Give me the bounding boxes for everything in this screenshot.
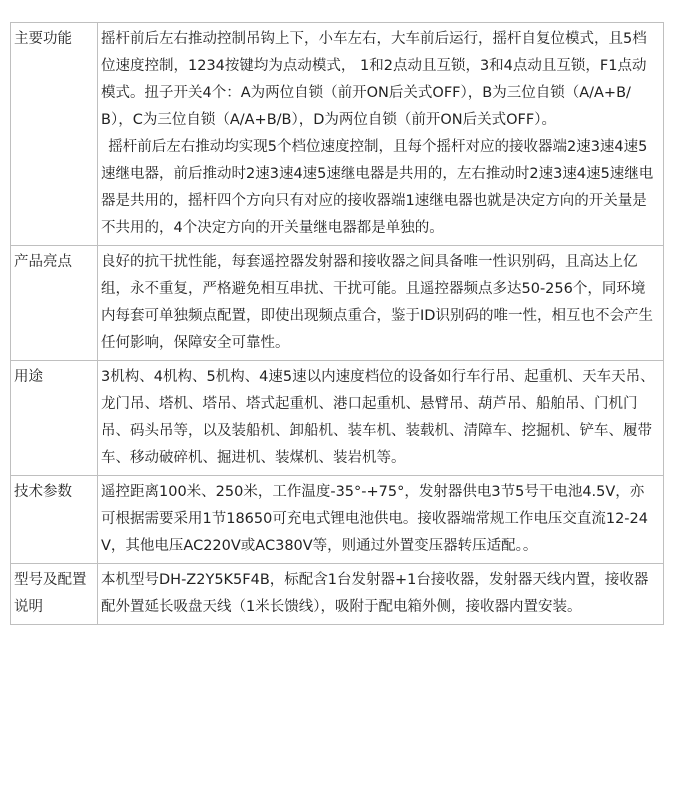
table-row-usage bbox=[11, 361, 664, 476]
row-content bbox=[98, 246, 664, 361]
row-label: 型号及配置说明 bbox=[11, 564, 98, 625]
row-label: 技术参数 bbox=[11, 476, 98, 564]
row-content bbox=[98, 476, 664, 564]
paragraph: 摇杆前后左右推动控制吊钩上下，小车左右，大车前后运行，摇杆自复位模式，且5档位速度控制，1234按键均为点动模式， 1和2点动且互锁，3和4点动且互锁，F1点动模式。扭子开关4个：A为两位自锁（前开ON后关式OFF），B为三位自锁（A/A+B/B），C为三位自锁（A/A+B/B），D为两位自锁（前开ON后关式OFF）。 bbox=[101, 31, 647, 128]
row-label: 主要功能 bbox=[11, 23, 98, 246]
row-label: 用途 bbox=[11, 361, 98, 476]
table-row-tech-params bbox=[11, 476, 664, 564]
table-row-model-config bbox=[11, 564, 664, 625]
table-row-main-functions bbox=[11, 23, 664, 246]
paragraph: 良好的抗干扰性能，每套遥控器发射器和接收器之间具备唯一性识别码，且高达上亿组，永不重复，严格避免相互串扰、干扰可能。且遥控器频点多达50-256个，同环境内每套可单独频点配置，即使出现频点重合，鉴于ID识别码的唯一性，相互也不会产生任何影响，保障安全可靠性。 bbox=[101, 254, 653, 351]
spec-table bbox=[10, 22, 664, 625]
paragraph: 3机构、4机构、5机构、4速5速以内速度档位的设备如行车行吊、起重机、天车天吊、龙门吊、塔机、塔吊、塔式起重机、港口起重机、悬臂吊、葫芦吊、船舶吊、门机门吊、码头吊等，以及装船机、卸船机、装车机、装载机、清障车、挖掘机、铲车、履带车、移动破碎机、掘进机、装煤机、装岩机等。 bbox=[101, 369, 655, 466]
table-row-highlights bbox=[11, 246, 664, 361]
paragraph: 遥控距离100米、250米，工作温度-35°-+75°，发射器供电3节5号干电池4.5V，亦可根据需要采用1节18650可充电式锂电池供电。接收器端常规工作电压交直流12-24V，其他电压AC220V或AC380V等，则通过外置变压器转压适配。。 bbox=[101, 484, 648, 554]
row-content bbox=[98, 564, 664, 625]
row-label: 产品亮点 bbox=[11, 246, 98, 361]
row-content bbox=[98, 361, 664, 476]
paragraph: 本机型号DH-Z2Y5K5F4B，标配含1台发射器+1台接收器，发射器天线内置，接收器配外置延长吸盘天线（1米长馈线），吸附于配电箱外侧，接收器内置安装。 bbox=[101, 572, 649, 615]
row-content bbox=[98, 23, 664, 246]
paragraph: 摇杆前后左右推动均实现5个档位速度控制，且每个摇杆对应的接收器端2速3速4速5速继电器，前后推动时2速3速4速5速继电器是共用的，左右推动时2速3速4速5速继电器是共用的，摇杆四个方向只有对应的接收器端1速继电器也就是决定方向的开关量是不共用的，4个决定方向的开关量继电器都是单独的。 bbox=[101, 139, 654, 236]
